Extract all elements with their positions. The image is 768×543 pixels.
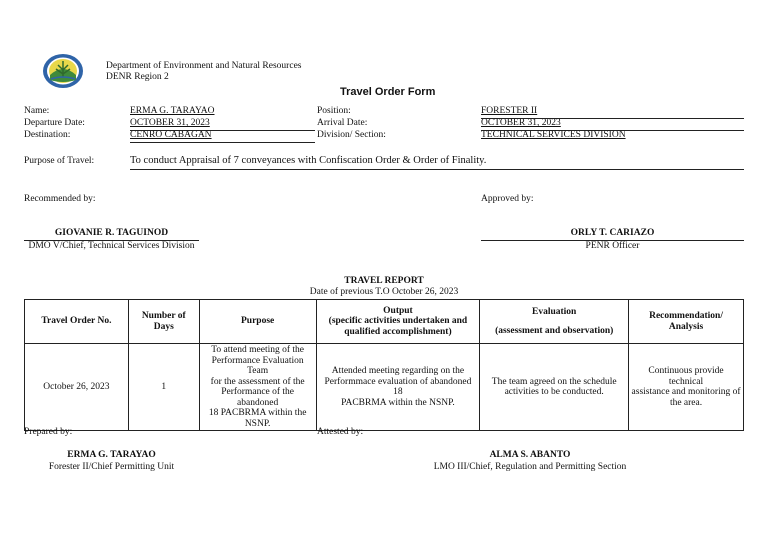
cell-travel-order-no: October 26, 2023 — [25, 344, 129, 431]
approved-label: Approved by: — [481, 194, 534, 204]
evaluation-line: activities to be conducted. — [504, 387, 604, 397]
cell-output — [316, 344, 480, 431]
purpose-label: Purpose of Travel: — [24, 156, 95, 166]
travel-report-table — [24, 299, 744, 431]
purpose-line: Performance Evaluation Team — [211, 355, 304, 376]
field-underline — [130, 130, 315, 131]
col-number-of-days: Number of Days — [128, 300, 199, 344]
form-title: Travel Order Form — [340, 86, 436, 98]
field-underline — [481, 118, 744, 119]
purpose-line: To attend meeting of the — [211, 345, 304, 355]
departure-label: Departure Date: — [24, 118, 85, 128]
recommendation-line: the area. — [669, 397, 703, 408]
cell-number-of-days: 1 — [128, 344, 199, 431]
output-header-line: Output — [383, 305, 413, 316]
purpose-line: 18 PACBRMA within the — [208, 408, 307, 418]
cell-recommendation — [629, 344, 744, 431]
purpose-line: NSNP. — [244, 418, 271, 429]
cell-purpose — [199, 344, 316, 431]
output-header-line: (specific activities undertaken and — [328, 316, 468, 327]
attested-name: ALMA S. ABANTO — [489, 450, 571, 460]
arrival-value: OCTOBER 31, 2023 — [481, 118, 561, 128]
division-value: TECHNICAL SERVICES DIVISION — [481, 130, 626, 140]
position-label: Position: — [317, 106, 351, 116]
col-purpose: Purpose — [199, 300, 316, 344]
cell-evaluation — [480, 344, 629, 431]
output-header-line: qualified accomplishment) — [344, 326, 452, 337]
evaluation-header-line: Evaluation — [532, 307, 577, 317]
approved-title: PENR Officer — [585, 241, 640, 251]
col-output — [316, 300, 480, 344]
recommendation-line: assistance and monitoring of — [631, 387, 741, 397]
attested-label: Attested by: — [317, 427, 364, 437]
agency-region: DENR Region 2 — [106, 72, 169, 82]
purpose-line: for the assessment of the — [210, 376, 305, 387]
purpose-line: Performance of the abandoned — [221, 387, 295, 408]
recommended-label: Recommended by: — [24, 194, 96, 204]
approved-name: ORLY T. CARIAZO — [570, 228, 655, 238]
prepared-title: Forester II/Chief Permitting Unit — [48, 462, 175, 472]
division-label: Division/ Section: — [317, 130, 386, 140]
report-subtitle: Date of previous T.O October 26, 2023 — [309, 287, 459, 297]
purpose-value: To conduct Appraisal of 7 conveyances with Confiscation Order & Order of Finality. — [130, 155, 487, 166]
field-underline — [481, 130, 744, 131]
prepared-label: Prepared by: — [24, 427, 73, 437]
denr-logo — [42, 53, 84, 89]
agency-name: Department of Environment and Natural Resources — [106, 61, 302, 71]
prepared-name: ERMA G. TARAYAO — [67, 450, 156, 460]
recommended-title: DMO V/Chief, Technical Services Division — [28, 241, 195, 251]
departure-value: OCTOBER 31, 2023 — [130, 118, 210, 128]
position-value: FORESTER II — [481, 106, 538, 116]
agency-header — [106, 61, 301, 83]
output-line: Performmace evaluation of abandoned 18 — [324, 376, 472, 397]
recommended-name: GIOVANIE R. TAGUINOD — [54, 228, 169, 238]
output-line: Attended meeting regarding on the — [331, 366, 465, 376]
table-header-row — [25, 300, 744, 344]
recommendation-line: Continuous provide technical — [648, 366, 724, 387]
evaluation-line: The team agreed on the schedule — [491, 376, 617, 387]
table-row — [25, 344, 744, 431]
col-recommendation: Recommendation/ Analysis — [629, 300, 744, 344]
name-value: ERMA G. TARAYAO — [130, 106, 215, 116]
field-underline — [130, 142, 315, 143]
col-travel-order-no: Travel Order No. — [25, 300, 129, 344]
name-label: Name: — [24, 106, 50, 116]
evaluation-header-line: (assessment and observation) — [495, 325, 614, 336]
output-line: PACBRMA within the NSNP. — [341, 397, 455, 408]
destination-value: CENRO CABAGAN — [130, 130, 212, 140]
arrival-label: Arrival Date: — [317, 118, 368, 128]
report-title: TRAVEL REPORT — [344, 276, 424, 286]
purpose-underline — [130, 169, 744, 170]
destination-label: Destination: — [24, 130, 71, 140]
col-evaluation — [480, 300, 629, 344]
attested-title: LMO III/Chief, Regulation and Permitting Section — [433, 462, 627, 472]
